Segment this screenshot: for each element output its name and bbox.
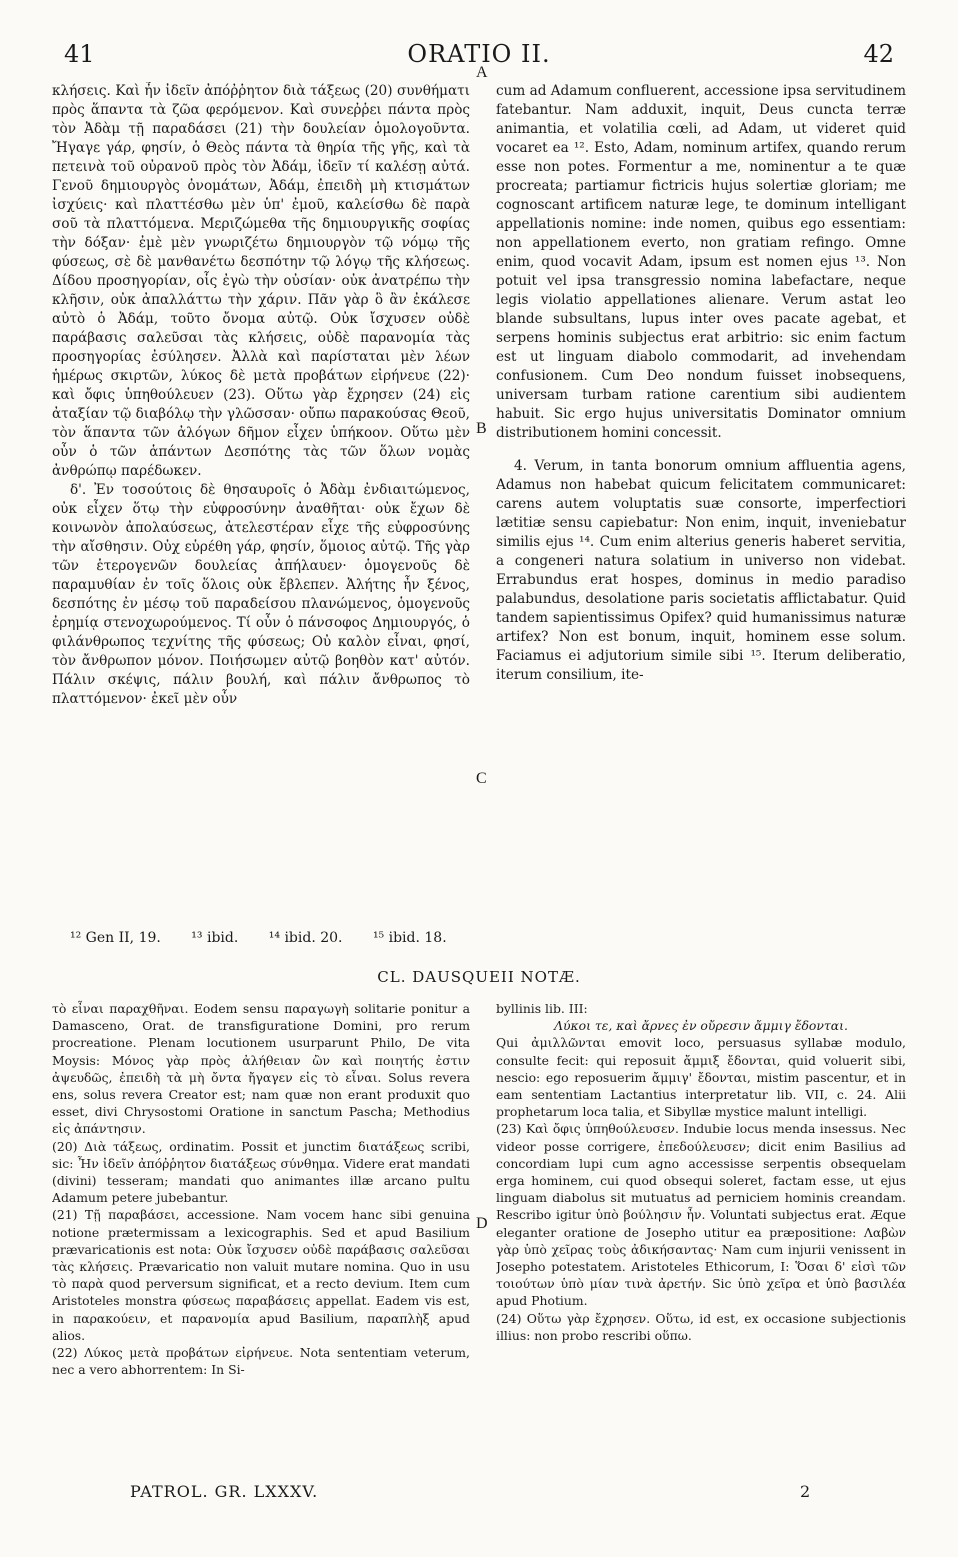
note-paragraph: Qui ἀμιλλῶνται emovit loco, persuasus syllabæ modulo, consulte fecit: qui reposuit ἄμμιξ ἔδονται, quid voluerit sibi, nescio: ego reposuerim ἄμμιγ' ἔδονται, mistim pascentur, et in eam sententiam Lactantius interpretatur lib. VII, c. 24. Alii prophetarum loca talia, et Sibyllæ mystice malunt intelligi.	[496, 1035, 906, 1120]
note-paragraph: τὸ εἶναι παραχθῆναι. Eodem sensu παραγωγὴ solitarie ponitur a Damasceno, Orat. de transfiguratione Domini, pro rerum procreatione. Plenam locutionem usurparunt Philo, De vita Moysis: Μόνος γὰρ πρὸς ἀλήθειαν ὢν καὶ ποιητής ἐστιν ἀψευδῶς, ἐπειδὴ τὰ μὴ ὄντα ἤγαγεν εἰς τὸ εἶναι. Solus revera ens, solus revera Creator est; nam quæ non erant produxit quo esset, divi Chrysostomi Oratione in sanctum Pascha; Methodius εἰς ἀπάντησιν.	[52, 1001, 470, 1137]
page-footer	[0, 1482, 958, 1512]
footnote-ref: ¹⁴ ibid. 20.	[268, 930, 343, 946]
note-paragraph: (23) Καὶ ὄφις ὑπηθούλευσεν. Indubie locus menda insessus. Nec videor posse corrigere, ἐπεδούλευσεν; dicit enim Basilius ad concordiam lupi cum agno accessisse serpentis obsequelam erga hominem, cui quod obsequi soleret, factam esse, ut ejus linguam diabolus sit mutuatus ad perniciem hominis creandam. Rescribo igitur ὑπὸ βούλησιν ἦν. Voluntati subjectus erat. Æque eleganter oratione de Josepho utitur ea præpositione: Λαβὼν γὰρ ὑπὸ χεῖρας τοὺς ἀδικήσαντας· Nam cum injurii venissent in Josepho potestatem. Aristoteles Ethicorum, I: Ὅσαι δ' εἰσὶ τῶν τοιούτων ὑπὸ μίαν τινὰ ἀρετήν. Sic ὑπὸ χεῖρα et ὑπὸ βασιλέα apud Photium.	[496, 1121, 906, 1309]
right-page-number: 42	[863, 40, 894, 68]
note-paragraph: (20) Διὰ τάξεως, ordinatim. Possit et junctim διατάξεως scribi, sic: Ἦν ἰδεῖν ἀπόῤῥητον διατάξεως σύνθημα. Videre erat mandati (divini) tesseram; mandati quo animantes illæ arcano pultu Adamum petere jubebantur.	[52, 1138, 470, 1206]
footer-signature: PATROL. GR. LXXXV.	[130, 1482, 319, 1501]
greek-paragraph: κλήσεις. Καὶ ἦν ἰδεῖν ἀπόῤῥητον διὰ τάξεως (20) συνθήματι πρὸς ἅπαντα τὰ ζῶα φερόμενον. Καὶ συνεῤῥει πάντα πρὸς τὸν Ἀδὰμ τῇ παραδάσει (21) τὴν δουλείαν ὁμολογοῦντα. Ἤγαγε γάρ, φησίν, ὁ Θεὸς πάντα τὰ θηρία τῆς γῆς, καὶ τὰ πετεινὰ τοῦ οὐρανοῦ πρὸς τὸν Ἀδάμ, ἰδεῖν τί καλέσῃ αὐτά. Γενοῦ δημιουργὸς ὀνομάτων, Ἀδάμ, ἐπειδὴ μὴ κτισμάτων ἰσχύεις· καὶ πλαττέσθω μὲν ὑπ' ἐμοῦ, καλείσθω δὲ παρὰ σοῦ τὰ πλαττόμενα. Μεριζώμεθα τῆς δημιουργικῆς σοφίας τὴν δόξαν· ἐμὲ μὲν γνωριζέτω δημιουργὸν τῷ νόμῳ τῆς φύσεως, σὲ δὲ μανθανέτω δεσπότην τῷ λόγῳ τῆς κλήσεως. Δίδου προσηγορίαν, οἷς ἐγὼ τὴν οὐσίαν· οὐκ ἀνατρέπω τὴν κλῆσιν, οὐκ ἀπαλλάττω τὴν χάριν. Πᾶν γὰρ ὃ ἂν ἐκάλεσε αὐτὸ ὁ Ἀδάμ, τοῦτο ὄνομα αὐτῷ. Οὐκ ἴσχυσεν οὐδὲ παράβασις σαλεῦσαι τὰς κλήσεις, οὐδὲ παρανομία τὰς προσηγορίας ἐσύλησεν. Ἀλλὰ καὶ παρίσταται μὲν λέων ἡμέρως σκιρτῶν, λύκος δὲ μετὰ προβάτων εἰρήνευε (22)· καὶ ὄφις ὑπηθούλευεν (23). Οὕτω γὰρ ἔχρησεν (24) εἰς ἀταξίαν τῷ διαβόλῳ τὴν γλῶσσαν· οὔπω παρακούσας Θεοῦ, τὸν ἅπαντα τῶν ἀλόγων δῆμον εἶχεν ὑπήκοον. Οὕτω μὲν οὖν ὁ τῶν ἁπάντων Δεσπότης τὰς τῶν ὅλων νομὰς ἀνθρώπῳ παρέδωκεν.	[52, 83, 470, 479]
note-paragraph: (24) Οὕτω γὰρ ἔχρησεν. Οὕτω, id est, ex occasione subjectionis illius: non probo rescribi οὕπω.	[496, 1310, 906, 1343]
notes-title: CL. DAUSQUEII NOTÆ.	[377, 968, 581, 986]
greek-column	[52, 82, 470, 917]
note-paragraph: (22) Λύκος μετὰ προβάτων εἰρήνευε. Nota sententiam veterum, nec a vero abhorrentem: In Si-	[52, 1345, 470, 1378]
margin-letter-b: B	[476, 420, 487, 437]
footnote-ref: ¹³ ibid.	[191, 930, 239, 946]
notes-right-column	[496, 1000, 906, 1475]
margin-letter-d: D	[476, 1215, 488, 1232]
note-verse: Λύκοι τε, καὶ ἄρνες ἐν οὔρεσιν ἄμμιγ ἔδονται.	[554, 1018, 848, 1034]
note-paragraph: byllinis lib. III:	[496, 1001, 588, 1016]
footnote-ref: ¹² Gen II, 19.	[70, 930, 161, 946]
latin-paragraph: 4. Verum, in tanta bonorum omnium affluentia agens, Adamus non habebat quicum felicitatem communicaret: carens autem voluptatis suæ consorte, imperfectiori lætitiæ sensu capiebatur: Non enim, inquit, inveniebatur similis ejus ¹⁴. Cum enim alterius generis haberet servitia, a congeneri natura solatium in universo non videbat. Errabundus erat hospes, dominus in medio paradiso palabundus, desolatione paris societatis afflictabatur. Quid tandem sapientissimus Opifex? quid humanissimus naturæ artifex? Non est bonum, inquit, hominem esse solum. Faciamus ei adjutorium simile sibi ¹⁵. Iterum deliberatio, iterum consilium, ite-	[496, 458, 906, 683]
greek-paragraph: δ'. Ἐν τοσούτοις δὲ θησαυροῖς ὁ Ἀδὰμ ἐνδιαιτώμενος, οὐκ εἶχεν ὅτῳ τὴν εὐφροσύνην ἀναθῆται· οὐκ ἔχων δὲ κοινωνὸν ἀπολαύσεως, ἀτελεστέραν εἶχε τῆς εὐφροσύνης τὴν αἴσθησιν. Οὐχ εὑρέθη γάρ, φησίν, ὅμοιος αὐτῷ. Τῆς γὰρ τῶν ἑτερογενῶν δουλείας ἀπήλαυεν· ὁμογενοῦς δὲ παραμυθίαν ἐν τοῖς ὅλοις οὐκ ἔβλεπεν. Ἀλήτης ἦν ξένος, δεσπότης ἐν μέσῳ τοῦ παραδείσου πλανώμενος, ὁμογενοῦς ἐρημίᾳ στενοχωρούμενος. Τί οὖν ὁ πάνσοφος Δημιουργός, ὁ φιλάνθρωπος τεχνίτης τῆς φύσεως; Οὐ καλὸν εἶναι, φησί, τὸν ἄνθρωπον μόνον. Ποιήσωμεν αὐτῷ βοηθὸν κατ' αὐτόν. Πάλιν σκέψις, πάλιν βουλή, καὶ πάλιν ἄνθρωπος τὸ πλαττόμενον· ἐκεῖ μὲν οὖν	[52, 482, 470, 707]
running-title: ORATIO II.	[407, 40, 551, 68]
notes-left-column	[52, 1000, 470, 1475]
margin-letter-a: A	[476, 64, 488, 81]
margin-letter-c: C	[476, 770, 487, 787]
note-paragraph: (21) Τῇ παραβάσει, accessione. Nam vocem hanc sibi genuina notione prætermissam a lexicographis. Sed et apud Basilium prævaricationis est nota: Οὐκ ἴσχυσεν οὐδὲ παράβασις σαλεῦσαι τὰς κλήσεις. Prævaricatio non valuit mutare nomina. Quo in usu τὸ παρὰ quod perversum significat, et a recto devium. Item cum Aristoteles monstra φύσεως παραβάσεις appellat. Eadem vis est, in παρακούειν, et παρανομία apud Basilium, παραπλὴξ apud alios.	[52, 1207, 470, 1343]
footnote-references	[70, 930, 900, 946]
footer-sheet-number: 2	[800, 1482, 811, 1501]
latin-paragraph: cum ad Adamum confluerent, accessione ipsa servitudinem fatebantur. Nam adduxit, inquit, Deus cuncta terræ animantia, et volatilia cœli, ad Adam, ut videret quid vocaret ea ¹². Esto, Adam, nominum artifex, quando rerum esse non potes. Formentur a me, nominentur a te quæ procreata; partiamur fictricis hujus solertiæ gloriam; me cognoscant artificem naturæ lege, te dominum intelligant appellationis nomine: inde nomen, quibus ego essentiam: non appellationem everto, non gratiam refingo. Omne enim, quod vocavit Adam, ipsum est nomen ejus ¹³. Non potuit vel ipsa transgressio nomina labefactare, neque legis violatio appellationes alienare. Verum astat leo blande subsultans, lupus inter oves pacate agebat, et serpens hominis subjectus erat arbitrio: sic enim factum est ut linguam diabolo commodarit, ad invehendam confusionem. Cum Deo nondum fuisset inobsequens, universam turbam ratione carentium sibi audientem habuit. Sic ergo hujus universitatis Dominator omnium distributionem homini concessit.	[496, 83, 906, 441]
footnote-ref: ¹⁵ ibid. 18.	[372, 930, 447, 946]
latin-column	[496, 82, 906, 917]
left-page-number: 41	[64, 40, 95, 68]
